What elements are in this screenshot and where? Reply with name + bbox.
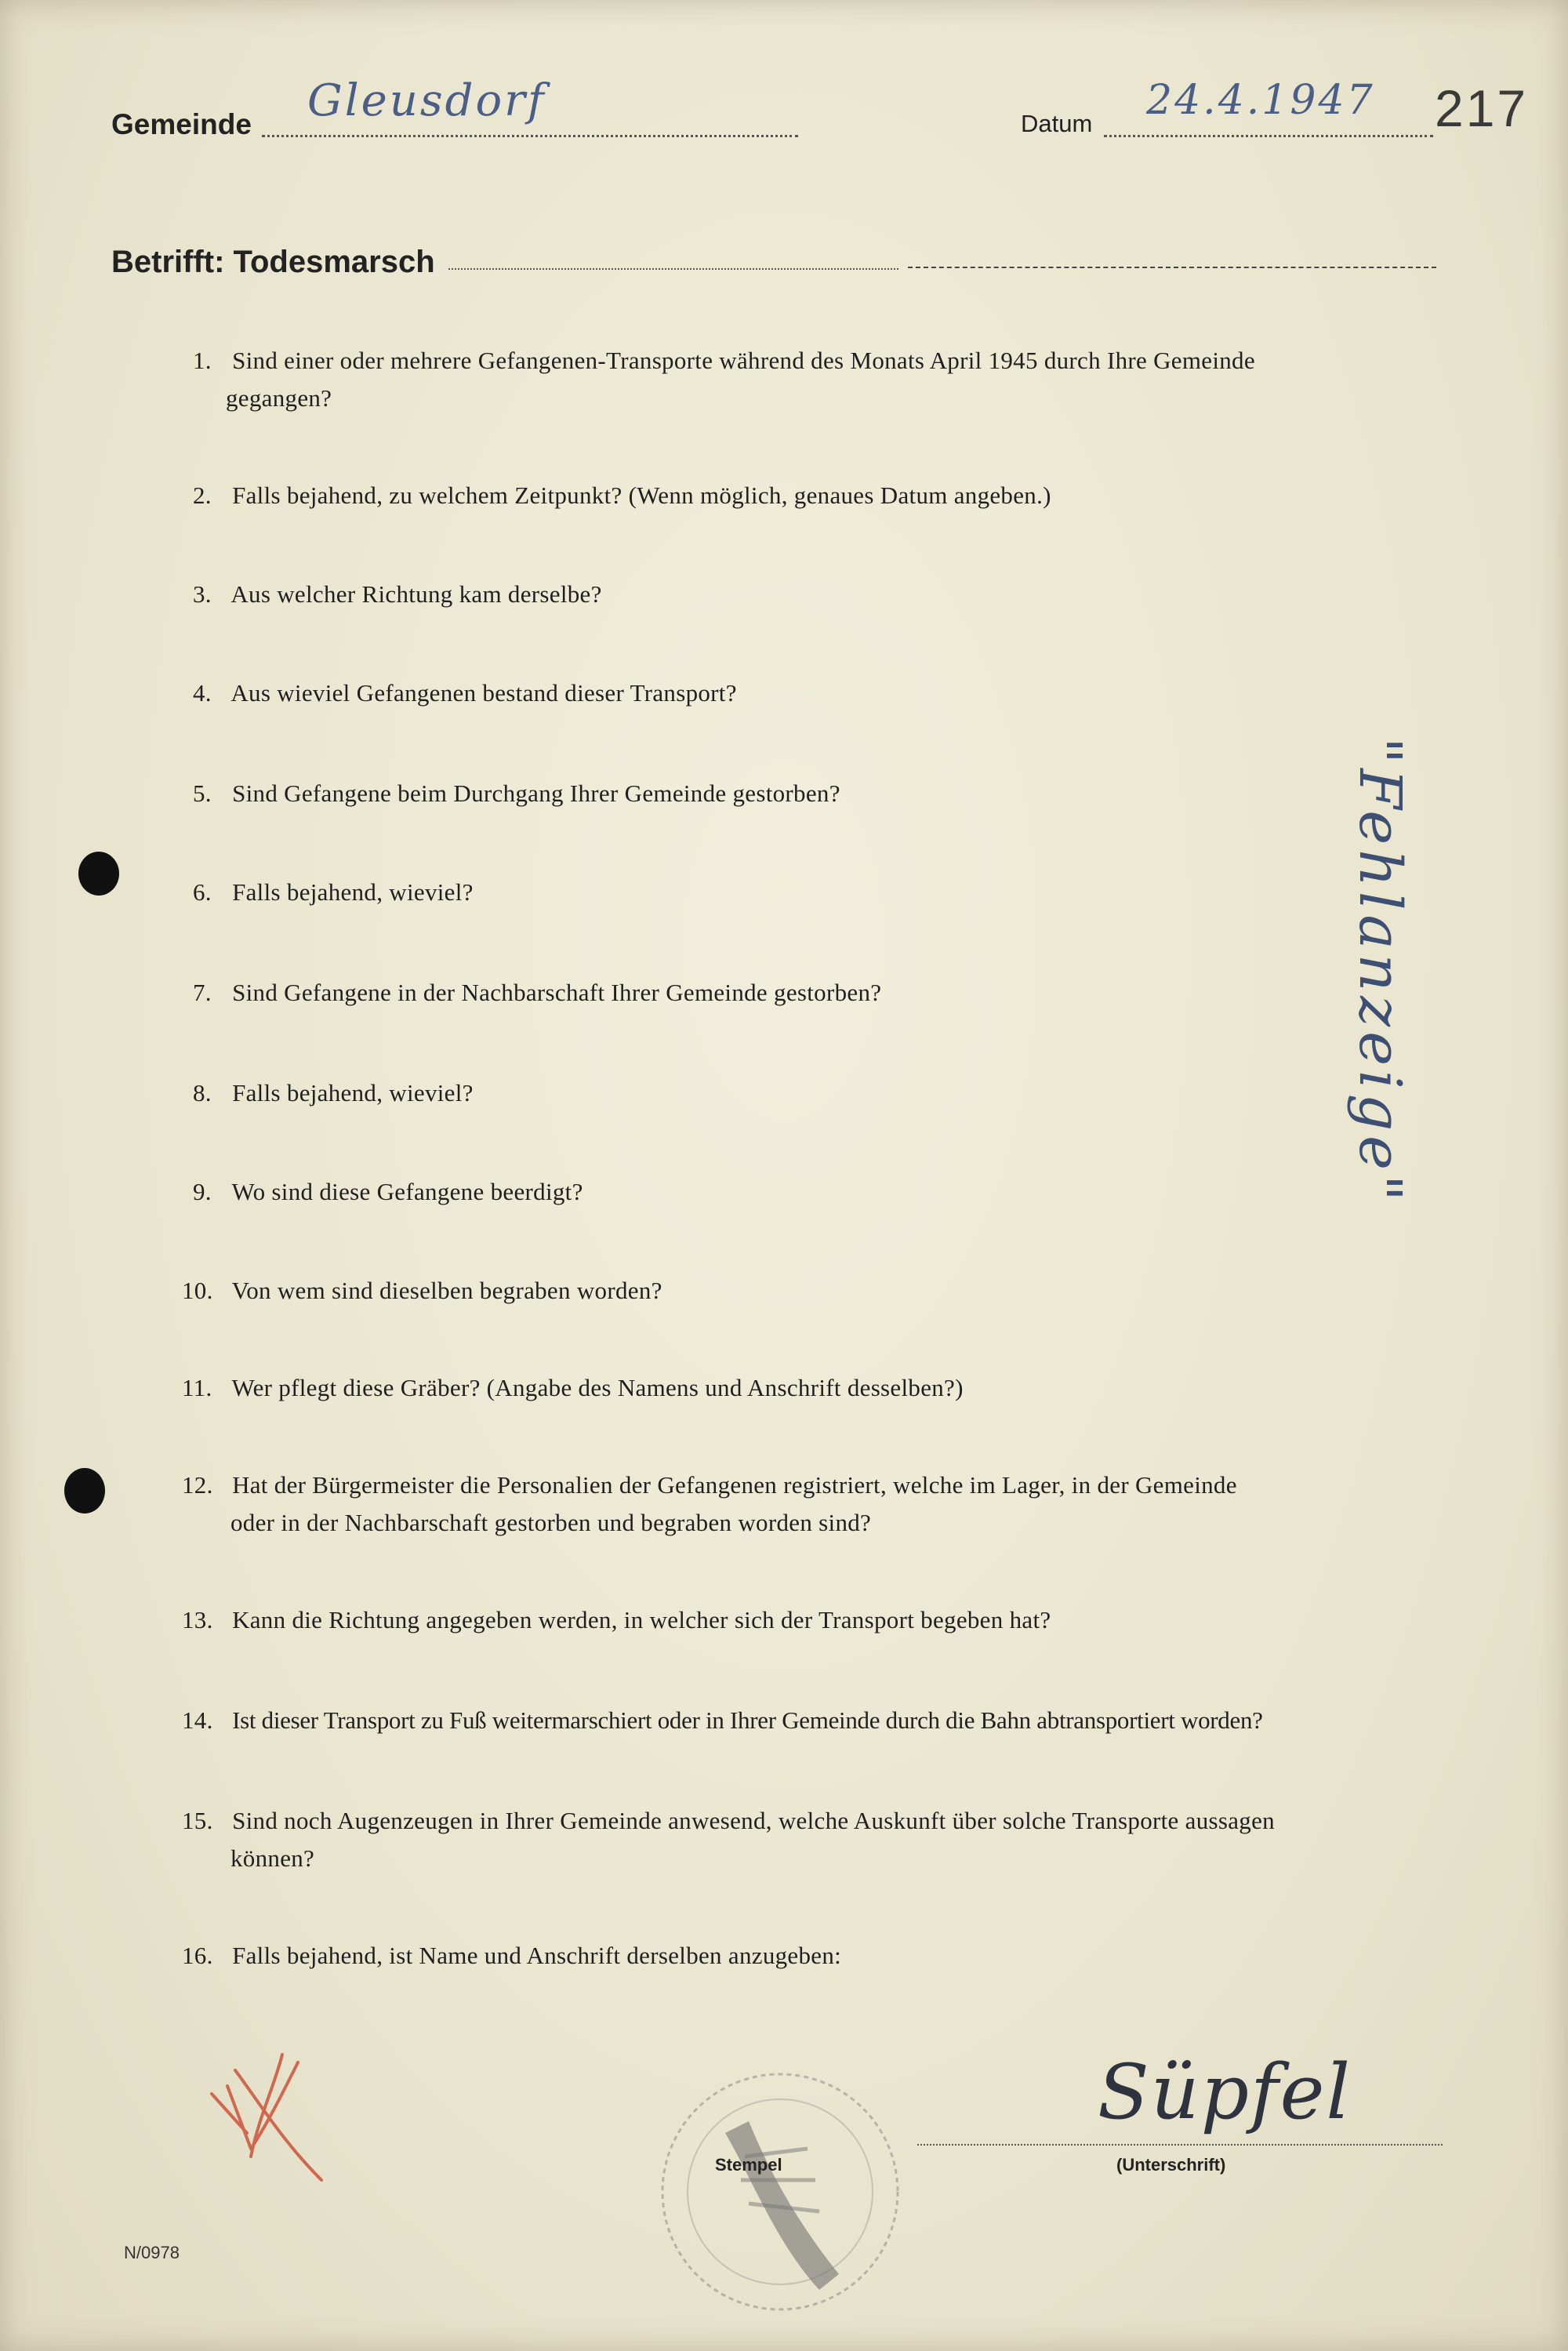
question-7 [193,974,1447,1012]
question-text: Sind noch Augenzeugen in Ihrer Gemeinde anwesend, welche Auskunft über solche Transporte aussagen [232,1807,1275,1834]
question-text: Falls bejahend, ist Name und Anschrift derselben anzugeben: [232,1942,842,1969]
question-number: 6. [193,878,212,906]
gemeinde-line [262,135,798,137]
question-5 [193,775,1447,812]
question-text: Falls bejahend, wieviel? [232,1079,474,1106]
question-number: 11. [182,1374,212,1401]
question-10 [182,1272,1436,1310]
gemeinde-label: Gemeinde [111,108,252,140]
question-number: 5. [193,779,212,807]
question-text: Wo sind diese Gefangene beerdigt? [231,1178,583,1205]
question-text: Aus welcher Richtung kam derselbe? [230,580,602,608]
question-number: 15. [182,1807,213,1834]
handwritten-signature: Süpfel [1098,2048,1352,2136]
question-text: Aus wieviel Gefangenen bestand dieser Transport? [230,679,737,707]
question-text: Wer pflegt diese Gräber? (Angabe des Namens und Anschrift desselben?) [231,1374,964,1401]
stamp-seal-icon [651,2062,909,2321]
question-number: 7. [193,979,212,1006]
question-number: 12. [182,1471,213,1499]
question-number: 3. [193,580,212,608]
question-number: 10. [182,1277,213,1304]
question-number: 13. [182,1606,213,1633]
question-2 [193,477,1447,514]
datum-handwritten-value: 24.4.1947 [1146,77,1375,124]
question-text: Falls bejahend, zu welchem Zeitpunkt? (Wenn möglich, genaues Datum angeben.) [232,481,1051,509]
question-number: 2. [193,481,212,509]
red-pencil-mark-icon [204,2039,337,2188]
question-text: Kann die Richtung angegeben werden, in welcher sich der Transport begeben hat? [232,1606,1051,1633]
question-text: Falls bejahend, wieviel? [232,878,474,906]
question-6 [193,874,1447,911]
question-number: 9. [193,1178,212,1205]
question-number: 4. [193,679,212,707]
question-15 [182,1802,1436,1877]
form-code: N/0978 [124,2243,180,2262]
question-text-continued: können? [230,1844,315,1872]
datum-line [1104,135,1433,137]
question-4 [193,674,1447,712]
margin-note-fehlanzeige: "Fehlanzeige" [1346,737,1414,1206]
question-14 [182,1702,1515,1739]
question-11 [182,1369,1436,1407]
betrifft-heading: Betrifft: Todesmarsch [111,245,435,279]
gemeinde-handwritten-value: Gleusdorf [307,75,546,126]
question-text: Sind Gefangene in der Nachbarschaft Ihrer Gemeinde gestorben? [232,979,882,1006]
stempel-label: Stempel [715,2155,782,2175]
question-text: Sind einer oder mehrere Gefangenen-Transporte während des Monats April 1945 durch Ihre Gemeinde [232,347,1255,374]
question-1 [193,342,1447,417]
question-text: Sind Gefangene beim Durchgang Ihrer Gemeinde gestorben? [232,779,840,807]
question-number: 8. [193,1079,212,1106]
betrifft-line-dotted [448,268,898,270]
question-16 [182,1937,1436,1975]
datum-label: Datum [1021,110,1093,137]
question-text: Von wem sind dieselben begraben worden? [231,1277,662,1304]
betrifft-line-dashed [908,267,1436,268]
question-text-continued: oder in der Nachbarschaft gestorben und begraben worden sind? [230,1509,872,1536]
question-text-continued: gegangen? [226,384,332,412]
question-text: Ist dieser Transport zu Fuß weitermarschiert oder in Ihrer Gemeinde durch die Bahn abtransportiert worden? [232,1706,1263,1734]
signature-line [917,2144,1443,2146]
punch-hole-lower [64,1468,105,1513]
question-9 [193,1173,1447,1211]
question-8 [193,1074,1447,1112]
question-12 [182,1466,1436,1542]
question-13 [182,1601,1436,1639]
punch-hole-upper [78,852,119,896]
document-number: 217 [1435,79,1529,137]
question-number: 1. [193,347,212,374]
unterschrift-label: (Unterschrift) [1116,2155,1226,2175]
question-number: 14. [182,1706,213,1734]
question-text: Hat der Bürgermeister die Personalien der Gefangenen registriert, welche im Lager, in der Gemeinde [232,1471,1237,1499]
question-number: 16. [182,1942,213,1969]
question-3 [193,576,1447,613]
